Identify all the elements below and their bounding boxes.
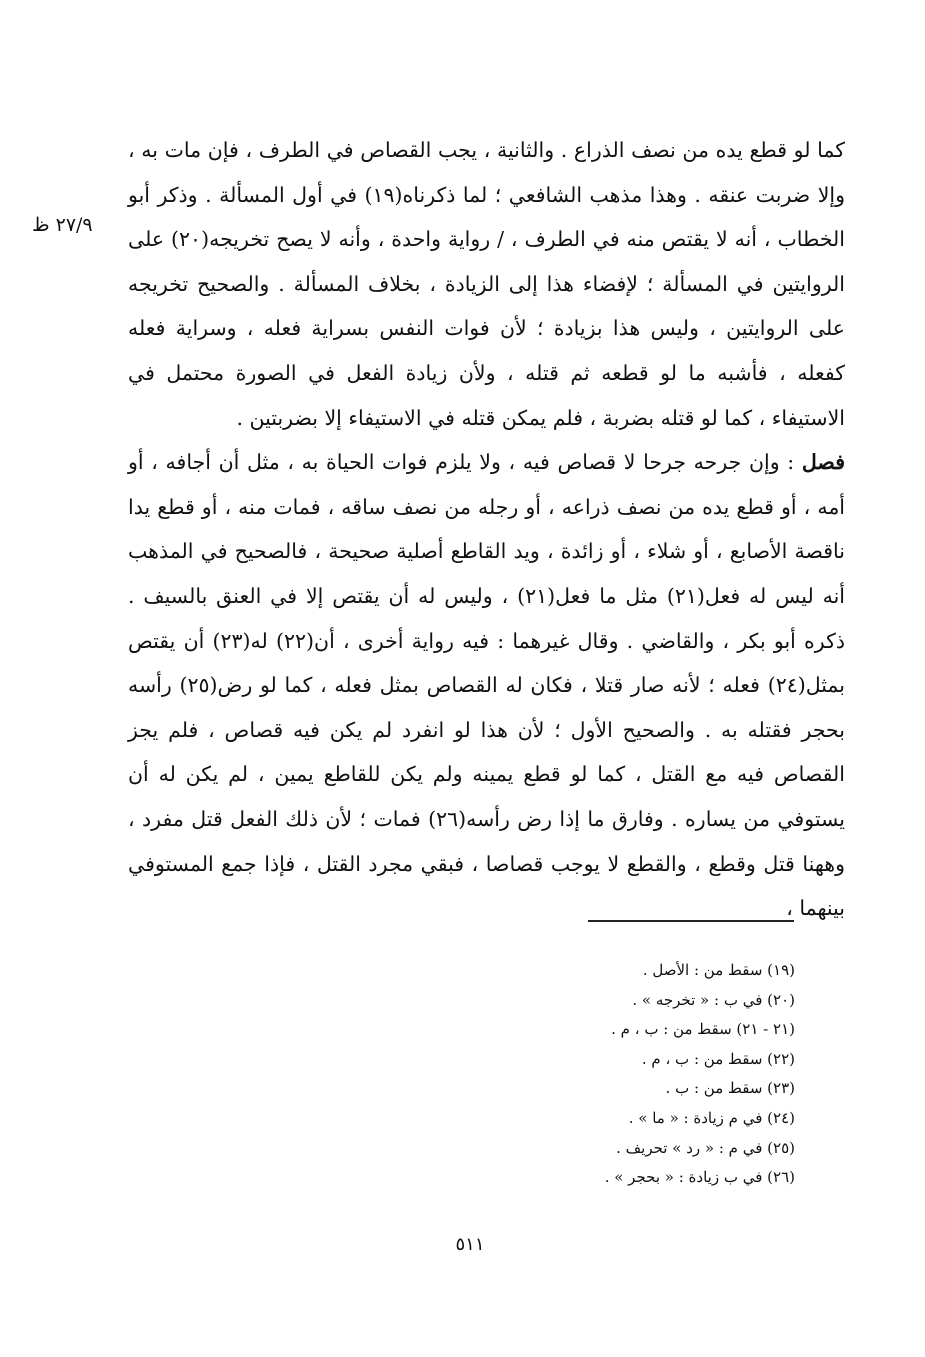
paragraph-1-text: كما لو قطع يده من نصف الذراع . والثانية ، يجب القصاص في الطرف ، فإن مات به ، وإلا ضربت عنقه . وهذا مذهب الشافعي ؛ لما ذكرناه(١٩) في أول المسألة . وذكر أبو الخطاب ، أنه لا يقتص منه في الطرف ، / رواية واحدة ، وأنه لا يصح تخريجه(٢٠) على الروايتين في المسألة ؛ لإفضاء هذا إلى الزيادة ، بخلاف المسألة . والصحيح تخريجه على الروايتين ، وليس هذا بزيادة ؛ لأن فوات النفس بسراية فعله ، وسراية فعله كفعله ، فأشبه ما لو قطعه ثم قتله ، ولأن زيادة الفعل في الصورة محتمل في الاستيفاء ، كما لو قتله بضربة ، فلم يمكن قتله في الاستيفاء إلا بضربتين . bbox=[128, 138, 845, 430]
footnote-20: (٢٠) في ب : « تخرجه » . bbox=[632, 990, 795, 1009]
page-number: ٥١١ bbox=[455, 1234, 485, 1255]
section-heading-fasl: فصل bbox=[801, 450, 845, 475]
paragraph-1 bbox=[128, 128, 845, 440]
paragraph-2 bbox=[128, 440, 845, 931]
margin-folio-note: ٢٧/٩ ظ bbox=[32, 214, 93, 236]
footnote-21: (٢١ - ٢١) سقط من : ب ، م . bbox=[611, 1020, 795, 1039]
footnote-24: (٢٤) في م زيادة : « ما » . bbox=[628, 1108, 795, 1127]
paragraph-2-text: : وإن جرحه جرحا لا قصاص فيه ، ولا يلزم فوات الحياة به ، مثل أن أجافه ، أو أمه ، أو قطع يده من نصف ذراعه ، أو رجله من نصف ساقه ، فمات منه ، أو قطع يدا ناقصة الأصابع ، أو شلاء ، أو زائدة ، ويد القاطع أصلية صحيحة ، فالصحيح في المذهب أنه ليس له فعل(٢١) مثل ما فعل(٢١) ، وليس له أن يقتص إلا في العنق بالسيف . ذكره أبو بكر ، والقاضي . وقال غيرهما : فيه رواية أخرى ، أن(٢٢) له(٢٣) أن يقتص بمثل(٢٤) فعله ؛ لأنه صار قتلا ، فكان له القصاص بمثل فعله ، كما لو رض(٢٥) رأسه بحجر فقتله به . والصحيح الأول ؛ لأن هذا لو انفرد لم يكن فيه قصاص ، فلم يجز القصاص فيه مع القتل ، كما لو قطع يمينه ولم يكن للقاطع يمين ، لم يكن له أن يستوفي من يساره . وفارق ما إذا رض رأسه(٢٦) فمات ؛ لأن ذلك الفعل قتل مفرد ، وههنا قتل وقطع ، والقطع لا يوجب قصاصا ، فبقي مجرد القتل ، فإذا جمع المستوفي بينهما ، bbox=[128, 450, 845, 921]
main-text bbox=[128, 128, 845, 931]
footnote-divider bbox=[588, 920, 794, 922]
footnote-19: (١٩) سقط من : الأصل . bbox=[642, 961, 795, 979]
footnote-22: (٢٢) سقط من : ب ، م . bbox=[641, 1049, 795, 1068]
footnote-26: (٢٦) في ب زيادة : « بحجر » . bbox=[604, 1168, 795, 1187]
footnote-23: (٢٣) سقط من : ب . bbox=[665, 1079, 795, 1098]
footnotes bbox=[480, 956, 795, 1193]
footnote-25: (٢٥) في م : « رد » تحريف . bbox=[616, 1138, 795, 1157]
